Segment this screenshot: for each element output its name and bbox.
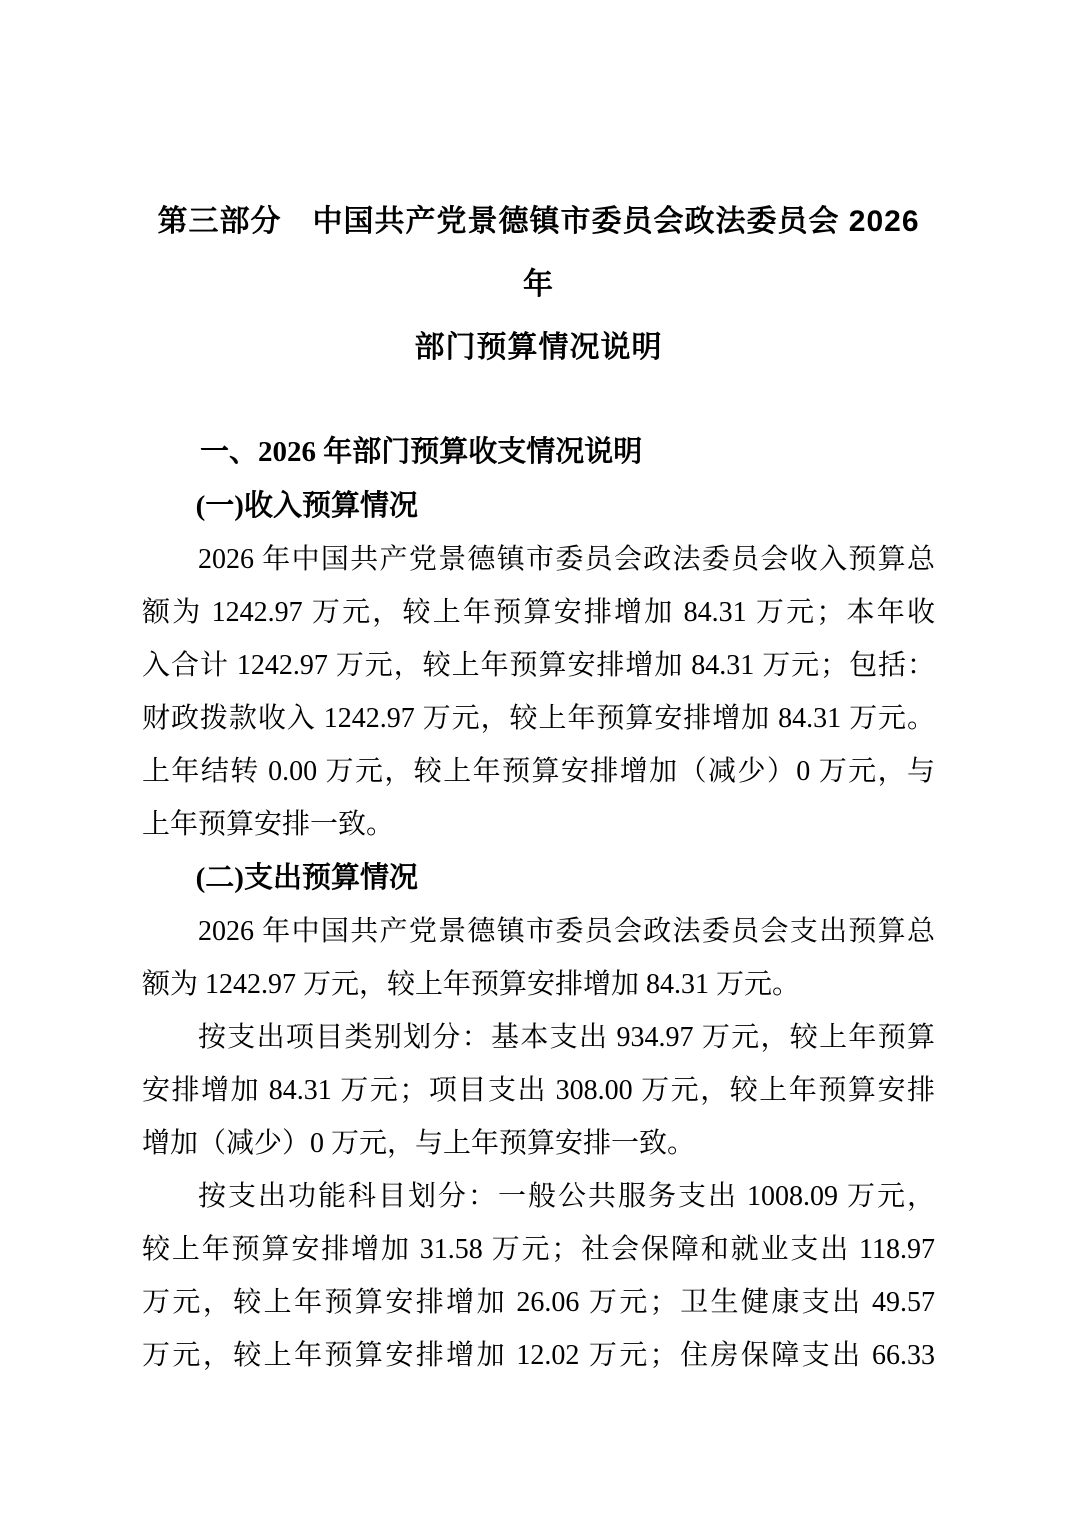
paragraph-expenditure-total <box>142 905 935 1011</box>
subsection-heading-income: (一)收入预算情况 <box>195 490 418 522</box>
paragraph-line: 2026 年中国共产党景德镇市委员会政法委员会收入预算总 <box>198 544 935 575</box>
section-heading-budget-overview: 一、2026 年部门预算收支情况说明 <box>200 436 643 468</box>
paragraph-line: 额为 1242.97 万元，较上年预算安排增加 84.31 万元；本年收 <box>142 597 935 628</box>
paragraph-line: 安排增加 84.31 万元；项目支出 308.00 万元，较上年预算安排 <box>142 1075 935 1106</box>
paragraph-line: 按支出功能科目划分：一般公共服务支出 1008.09 万元， <box>198 1181 935 1212</box>
paragraph-line: 额为 1242.97 万元，较上年预算安排增加 84.31 万元。 <box>142 969 801 1000</box>
paragraph-line: 按支出项目类别划分：基本支出 934.97 万元，较上年预算 <box>198 1022 935 1053</box>
paragraph-line: 万元，较上年预算安排增加 12.02 万元；住房保障支出 66.33 <box>142 1340 935 1371</box>
paragraph-line: 增加（减少）0 万元，与上年预算安排一致。 <box>142 1128 696 1159</box>
paragraph-line: 入合计 1242.97 万元，较上年预算安排增加 84.31 万元；包括： <box>142 650 935 681</box>
paragraph-line: 上年预算安排一致。 <box>142 809 395 840</box>
subsection-heading-expenditure: (二)支出预算情况 <box>195 862 418 894</box>
paragraph-expenditure-by-category <box>142 1011 935 1170</box>
paragraph-line: 上年结转 0.00 万元，较上年预算安排增加（减少）0 万元，与 <box>142 756 935 787</box>
paragraph-income-budget <box>142 533 935 851</box>
title-line-1: 第三部分 中国共产党景德镇市委员会政法委员会 2026 年 <box>157 205 920 301</box>
paragraph-line: 财政拨款收入 1242.97 万元，较上年预算安排增加 84.31 万元。 <box>142 703 935 734</box>
paragraph-line: 万元，较上年预算安排增加 26.06 万元；卫生健康支出 49.57 <box>142 1287 935 1318</box>
paragraph-line: 2026 年中国共产党景德镇市委员会政法委员会支出预算总 <box>198 916 935 947</box>
document-title <box>142 190 935 379</box>
paragraph-expenditure-by-function <box>142 1170 935 1382</box>
paragraph-line: 较上年预算安排增加 31.58 万元；社会保障和就业支出 118.97 <box>142 1234 935 1265</box>
title-line-2: 部门预算情况说明 <box>414 331 663 364</box>
